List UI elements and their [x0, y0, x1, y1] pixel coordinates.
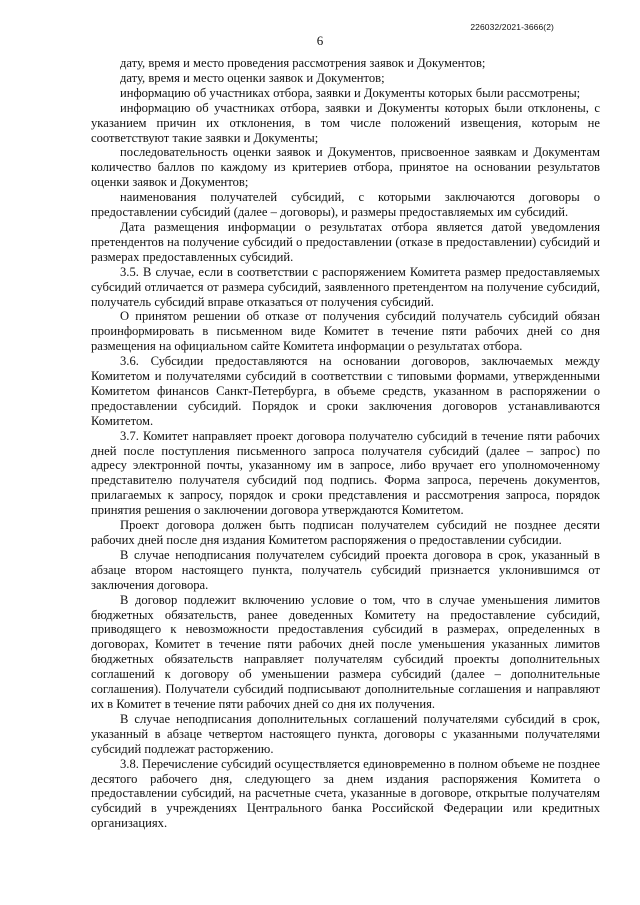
paragraph: Проект договора должен быть подписан получателем субсидий не позднее десяти рабочих дней после дня издания Комитетом распоряжения о предоставлении субсидии. — [91, 518, 600, 547]
paragraph: информацию об участниках отбора, заявки и Документы которых были рассмотрены; — [120, 85, 581, 100]
paragraph: 3.5. В случае, если в соответствии с распоряжением Комитета размер предоставляемых субсидий отличается от размера субсидий, заявленного претендентом на получение субсидий, получатель субсидий вправе отказаться от получения субсидий. — [91, 264, 600, 309]
paragraph: последовательность оценки заявок и Документов, присвоенное заявкам и Документам количество баллов по каждому из критериев отбора, принятое на основании результатов оценки заявок и Документов; — [91, 145, 600, 190]
paragraph: В случае неподписания дополнительных соглашений получателями субсидий в срок, указанный в абзаце четвертом настоящего пункта, договоры с указанными получателями субсидий подлежат расторжению. — [91, 711, 600, 756]
document-id: 226032/2021-3666(2) — [470, 22, 554, 32]
paragraph: О принятом решении об отказе от получения субсидий получатель субсидий обязан проинформировать в письменном виде Комитет в течение пяти рабочих дней со дня размещения на официальном сайте Комитета информации о результатах отбора. — [91, 309, 600, 354]
paragraph: дату, время и место оценки заявок и Документов; — [120, 70, 385, 85]
paragraph: 3.7. Комитет направляет проект договора получателю субсидий в течение пяти рабочих дней после поступления письменного запроса получателя субсидий (далее – запрос) по адресу электронной почты, указанному им в запросе, либо вручает его уполномоченному представителю получателя субсидий под подпись. Форма запроса, перечень документов, прилагаемых к запросу, порядок и сроки представления и рассмотрения запроса, порядок принятия решения о заключении договора утверждаются Комитетом. — [91, 428, 600, 518]
paragraph: В случае неподписания получателем субсидий проекта договора в срок, указанный в абзаце втором настоящего пункта, получатель субсидий признается уклонившимся от заключения договора. — [91, 547, 600, 592]
paragraph: В договор подлежит включению условие о том, что в случае уменьшения лимитов бюджетных обязательств, ранее доведенных Комитету на предоставление субсидий, приводящего к невозможности предоставления субсидий в размерах, определенных в договорах, Комитет в течение пяти рабочих дней после уменьшения указанных лимитов бюджетных обязательств направляет получателям субсидий проекты дополнительных соглашений к договору об уменьшении размера субсидий (далее – дополнительные соглашения). Получатели субсидий подписывают дополнительные соглашения и направляют их в Комитет в течение пяти рабочих дней со дня их получения. — [91, 592, 600, 711]
paragraph: Дата размещения информации о результатах отбора является датой уведомления претендентов на получение субсидий о предоставлении (отказе в предоставлении) субсидий и размерах предоставленных субсидий. — [91, 219, 600, 264]
document-body — [91, 56, 600, 831]
paragraph: 3.8. Перечисление субсидий осуществляется единовременно в полном объеме не позднее десятого рабочего дня, следующего за днем издания распоряжения Комитета о предоставлении субсидий, на расчетные счета, указанные в договоре, открытые получателям субсидий в учреждениях Центрального банка Российской Федерации или кредитных организациях. — [91, 756, 600, 831]
page-number: 6 — [316, 33, 324, 48]
paragraph: наименования получателей субсидий, с которыми заключаются договоры о предоставлении субсидий (далее – договоры), и размеры предоставляемых им субсидий. — [91, 190, 600, 220]
paragraph: дату, время и место проведения рассмотрения заявок и Документов; — [120, 56, 486, 70]
paragraph: 3.6. Субсидии предоставляются на основании договоров, заключаемых между Комитетом и получателями субсидий в соответствии с типовыми формами, утвержденными Комитетом финансов Санкт-Петербурга, в объеме средств, указанном в распоряжении о предоставлении субсидий. Порядок и сроки заключения договоров устанавливаются Комитетом. — [91, 354, 600, 428]
paragraph: информацию об участниках отбора, заявки и Документы которых были отклонены, с указанием причин их отклонения, в том числе положений извещения, которым не соответствуют такие заявки и Документы; — [91, 100, 600, 145]
